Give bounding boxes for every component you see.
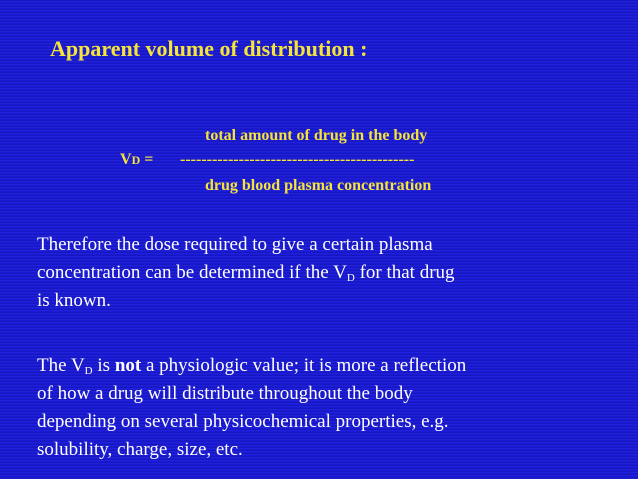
formula-equals: = — [140, 151, 154, 168]
emphasis-not: not — [114, 355, 142, 376]
paragraph-dose-line2 — [37, 259, 617, 287]
formula-lhs-main: V — [120, 151, 132, 168]
slide-title: Apparent volume of distribution : — [50, 36, 368, 61]
paragraph-physiologic-line3: depending on several physicochemical properties, e.g. — [37, 411, 449, 432]
paragraph-physiologic-line1 — [37, 352, 617, 380]
paragraph-physiologic-line1-start: The V — [37, 355, 85, 376]
paragraph-physiologic-line1-mid: is — [92, 355, 115, 376]
formula-denominator: drug blood plasma concentration — [205, 177, 432, 194]
vd-formula — [0, 0, 638, 220]
paragraph-physiologic-line2: of how a drug will distribute throughout the body — [37, 383, 413, 404]
formula-divider: -------------------------------------------- — [180, 151, 415, 168]
formula-numerator: total amount of drug in the body — [205, 127, 428, 144]
paragraph-physiologic-line4: solubility, charge, size, etc. — [37, 439, 243, 460]
paragraph-physiologic-line1-end: a physiologic value; it is more a reflection — [141, 355, 467, 376]
paragraph-dose — [37, 231, 617, 315]
vd-subscript: D — [346, 272, 355, 284]
formula-lhs — [120, 151, 153, 169]
vd-subscript: D — [84, 365, 93, 377]
paragraph-physiologic — [37, 352, 617, 464]
paragraph-dose-line3: is known. — [37, 290, 111, 311]
paragraph-dose-line2-text: concentration can be determined if the V — [37, 262, 347, 283]
formula-lhs-sub: D — [131, 153, 141, 167]
paragraph-dose-line1: Therefore the dose required to give a certain plasma — [37, 234, 433, 255]
paragraph-dose-line2-end: for that drug — [354, 262, 455, 283]
